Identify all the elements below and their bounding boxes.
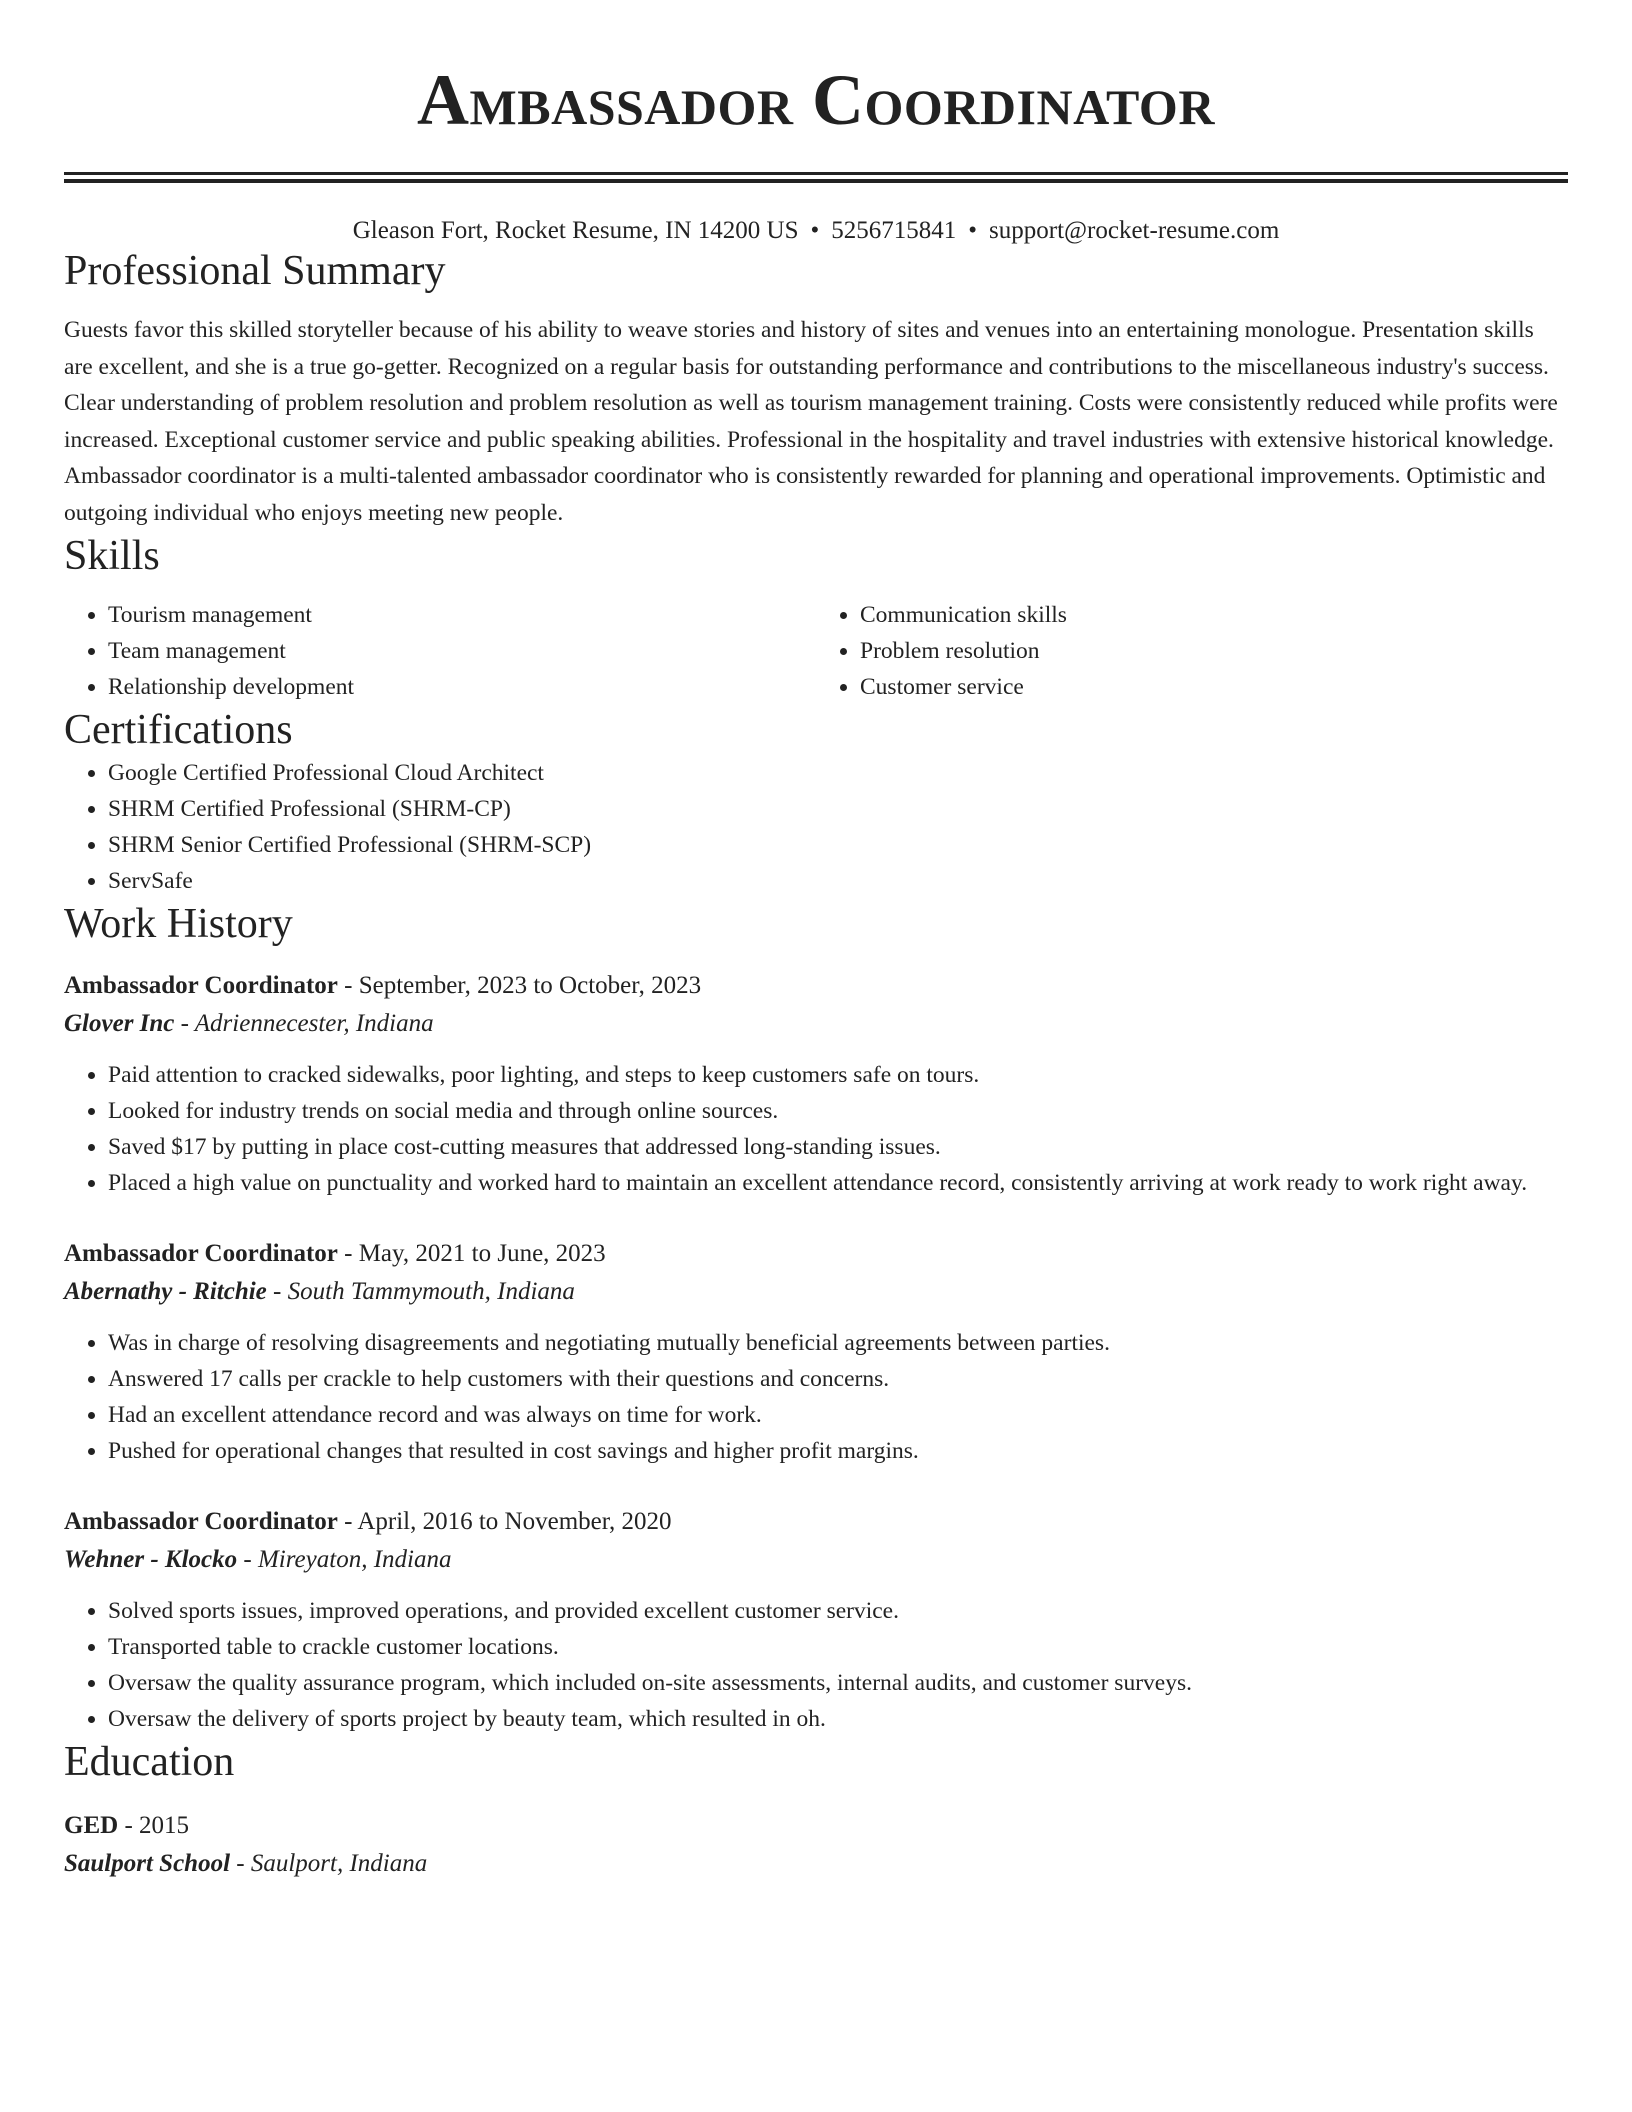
job-location: - South Tammymouth, Indiana: [266, 1278, 575, 1305]
certification-item: • SHRM Senior Certified Professional (SHRM-SCP): [108, 827, 1568, 863]
job-role: Ambassador Coordinator: [64, 972, 338, 999]
certification-item: • ServSafe: [108, 863, 1568, 899]
contact-separator: •: [810, 217, 820, 244]
education-heading: Education: [64, 1739, 235, 1785]
job-title-line: [64, 967, 1568, 1005]
job-dates: - May, 2021 to June, 2023: [337, 1240, 606, 1267]
certifications-list: [64, 755, 1568, 899]
job-role: Ambassador Coordinator: [64, 1508, 338, 1535]
job-bullet: • Oversaw the quality assurance program, which included on-site assessments, internal audits, and customer surveys.: [108, 1665, 1568, 1701]
job-company-line: [64, 1005, 1568, 1043]
job-bullet: • Looked for industry trends on social media and through online sources.: [108, 1093, 1568, 1129]
contact-line: [64, 216, 1568, 246]
skill-item: • Team management: [108, 633, 816, 669]
job-dates: - September, 2023 to October, 2023: [337, 972, 702, 999]
job-title-line: [64, 1503, 1568, 1541]
header-divider: [64, 172, 1568, 183]
candidate-name: Ambassador Coordinator: [417, 60, 1215, 140]
education-school: Saulport School: [64, 1850, 231, 1877]
skill-item: • Tourism management: [108, 597, 816, 633]
job-entry: [64, 1235, 1568, 1469]
job-company-line: [64, 1273, 1568, 1311]
certifications-heading: Certifications: [64, 707, 293, 753]
job-bullet: • Was in charge of resolving disagreements and negotiating mutually beneficial agreements between parties.: [108, 1325, 1568, 1361]
skills-list: [64, 597, 1568, 705]
job-bullets: [64, 1057, 1568, 1201]
education-entry: [64, 1807, 1568, 1883]
work-history-heading: Work History: [64, 901, 293, 947]
job-bullet: • Oversaw the delivery of sports project by beauty team, which resulted in oh.: [108, 1701, 1568, 1737]
job-dates: - April, 2016 to November, 2020: [337, 1508, 672, 1535]
job-location: - Mireyaton, Indiana: [237, 1546, 452, 1573]
certification-item: • SHRM Certified Professional (SHRM-CP): [108, 791, 1568, 827]
skills-heading: Skills: [64, 533, 160, 579]
job-bullet: • Solved sports issues, improved operations, and provided excellent customer service.: [108, 1593, 1568, 1629]
summary-heading: Professional Summary: [64, 248, 446, 294]
contact-phone[interactable]: 5256715841: [831, 217, 957, 244]
contact-email[interactable]: support@rocket-resume.com: [989, 217, 1280, 244]
education-degree: GED: [64, 1812, 119, 1839]
job-bullets: [64, 1325, 1568, 1469]
job-role: Ambassador Coordinator: [64, 1240, 338, 1267]
job-company: Wehner - Klocko: [64, 1546, 238, 1573]
education-year: - 2015: [118, 1812, 190, 1839]
contact-address: Gleason Fort, Rocket Resume, IN 14200 US: [352, 217, 799, 244]
education-location: - Saulport, Indiana: [230, 1850, 428, 1877]
job-bullet: • Had an excellent attendance record and was always on time for work.: [108, 1397, 1568, 1433]
contact-separator: •: [968, 217, 978, 244]
job-location: - Adriennecester, Indiana: [174, 1010, 434, 1037]
job-bullet: • Transported table to crackle customer locations.: [108, 1629, 1568, 1665]
education-degree-line: [64, 1807, 1568, 1845]
job-entry: [64, 1503, 1568, 1737]
job-entry: [64, 967, 1568, 1201]
job-company: Abernathy - Ritchie: [64, 1278, 267, 1305]
job-bullets: [64, 1593, 1568, 1737]
skill-item: • Problem resolution: [860, 633, 1568, 669]
education-school-line: [64, 1845, 1568, 1883]
job-company-line: [64, 1541, 1568, 1579]
job-bullet: • Answered 17 calls per crackle to help customers with their questions and concerns.: [108, 1361, 1568, 1397]
job-company: Glover Inc: [64, 1010, 175, 1037]
resume-page: [64, 0, 1568, 1883]
job-bullet: • Placed a high value on punctuality and worked hard to maintain an excellent attendance record, consistently arriving at work ready to work right away.: [108, 1165, 1568, 1201]
job-bullet: • Pushed for operational changes that resulted in cost savings and higher profit margins.: [108, 1433, 1568, 1469]
skill-item: • Customer service: [860, 669, 1568, 705]
job-bullet: • Paid attention to cracked sidewalks, poor lighting, and steps to keep customers safe on tours.: [108, 1057, 1568, 1093]
skill-item: • Relationship development: [108, 669, 816, 705]
job-bullet: • Saved $17 by putting in place cost-cutting measures that addressed long-standing issues.: [108, 1129, 1568, 1165]
job-title-line: [64, 1235, 1568, 1273]
skill-item: • Communication skills: [860, 597, 1568, 633]
certification-item: • Google Certified Professional Cloud Architect: [108, 755, 1568, 791]
summary-text: Guests favor this skilled storyteller because of his ability to weave stories and history of sites and venues into an entertaining monologue. Presentation skills are excellent, and she is a true go-getter. Recognized on a regular basis for outstanding performance and contributions to the miscellaneous industry's success. Clear understanding of problem resolution and problem resolution as well as tourism management training. Costs were consistently reduced while profits were increased. Exceptional customer service and public speaking abilities. Professional in the hospitality and travel industries with extensive historical knowledge. Ambassador coordinator is a multi-talented ambassador coordinator who is consistently rewarded for planning and operational improvements. Optimistic and outgoing individual who enjoys meeting new people.: [64, 317, 1558, 526]
skills-column-right: [816, 597, 1568, 705]
skills-column-left: [64, 597, 816, 705]
